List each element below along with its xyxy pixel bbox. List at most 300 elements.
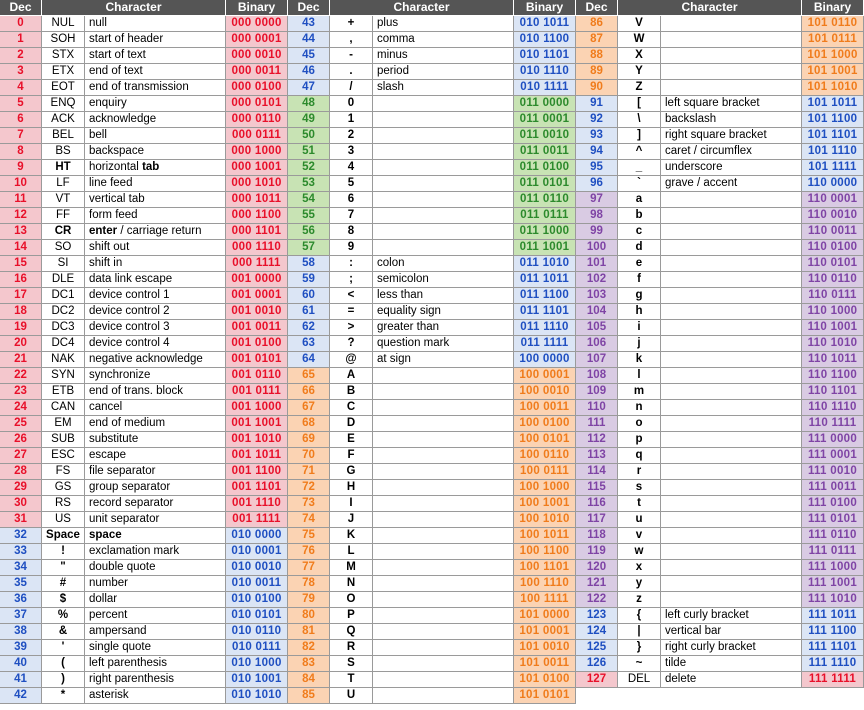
binary-cell: 110 0011 bbox=[802, 224, 864, 239]
binary-cell: 100 1001 bbox=[514, 496, 576, 511]
binary-cell: 111 1001 bbox=[802, 576, 864, 591]
dec-cell: 65 bbox=[288, 368, 330, 383]
description-cell: synchronize bbox=[85, 368, 226, 383]
binary-cell: 111 0110 bbox=[802, 528, 864, 543]
table-row bbox=[0, 528, 288, 544]
symbol-cell: EOT bbox=[42, 80, 85, 95]
binary-cell: 000 1101 bbox=[226, 224, 288, 239]
symbol-cell: SYN bbox=[42, 368, 85, 383]
binary-cell: 111 1011 bbox=[802, 608, 864, 623]
table-row bbox=[0, 16, 288, 32]
description-cell: end of medium bbox=[85, 416, 226, 431]
symbol-cell: J bbox=[330, 512, 373, 527]
symbol-cell: EM bbox=[42, 416, 85, 431]
symbol-cell: 2 bbox=[330, 128, 373, 143]
table-row bbox=[288, 624, 576, 640]
binary-cell: 000 0100 bbox=[226, 80, 288, 95]
dec-cell: 34 bbox=[0, 560, 42, 575]
symbol-cell: = bbox=[330, 304, 373, 319]
dec-cell: 84 bbox=[288, 672, 330, 687]
binary-cell: 101 0100 bbox=[514, 672, 576, 687]
dec-cell: 2 bbox=[0, 48, 42, 63]
binary-cell: 000 0010 bbox=[226, 48, 288, 63]
symbol-cell: ETB bbox=[42, 384, 85, 399]
dec-cell: 93 bbox=[576, 128, 618, 143]
symbol-cell: u bbox=[618, 512, 661, 527]
description-cell bbox=[661, 192, 802, 207]
table-row bbox=[0, 256, 288, 272]
symbol-cell: BS bbox=[42, 144, 85, 159]
description-cell: enquiry bbox=[85, 96, 226, 111]
description-cell bbox=[373, 688, 514, 703]
description-cell: end of text bbox=[85, 64, 226, 79]
table-row bbox=[288, 224, 576, 240]
symbol-cell: F bbox=[330, 448, 373, 463]
binary-cell: 101 0110 bbox=[802, 16, 864, 31]
description-cell: plus bbox=[373, 16, 514, 31]
dec-cell: 57 bbox=[288, 240, 330, 255]
symbol-cell: l bbox=[618, 368, 661, 383]
symbol-cell: j bbox=[618, 336, 661, 351]
dec-cell: 86 bbox=[576, 16, 618, 31]
description-cell: unit separator bbox=[85, 512, 226, 527]
description-cell bbox=[373, 480, 514, 495]
binary-cell: 101 0001 bbox=[514, 624, 576, 639]
table-row bbox=[288, 608, 576, 624]
symbol-cell: r bbox=[618, 464, 661, 479]
binary-cell: 010 1010 bbox=[226, 688, 288, 703]
description-cell: data link escape bbox=[85, 272, 226, 287]
symbol-cell: SOH bbox=[42, 32, 85, 47]
table-row bbox=[0, 112, 288, 128]
table-row bbox=[0, 384, 288, 400]
binary-cell: 011 1111 bbox=[514, 336, 576, 351]
table-row bbox=[576, 160, 864, 176]
binary-cell: 110 1110 bbox=[802, 400, 864, 415]
symbol-cell: ! bbox=[42, 544, 85, 559]
binary-cell: 001 0001 bbox=[226, 288, 288, 303]
dec-cell: 85 bbox=[288, 688, 330, 703]
table-row bbox=[288, 576, 576, 592]
description-cell bbox=[661, 592, 802, 607]
symbol-cell: ; bbox=[330, 272, 373, 287]
symbol-cell: 3 bbox=[330, 144, 373, 159]
binary-cell: 011 0010 bbox=[514, 128, 576, 143]
binary-cell: 101 0111 bbox=[802, 32, 864, 47]
description-cell bbox=[373, 656, 514, 671]
table-row bbox=[288, 592, 576, 608]
dec-cell: 90 bbox=[576, 80, 618, 95]
table-row bbox=[0, 688, 288, 704]
table-row bbox=[0, 432, 288, 448]
dec-cell: 13 bbox=[0, 224, 42, 239]
binary-cell: 000 1001 bbox=[226, 160, 288, 175]
symbol-cell: f bbox=[618, 272, 661, 287]
table-row bbox=[288, 192, 576, 208]
dec-cell: 110 bbox=[576, 400, 618, 415]
table-row bbox=[576, 560, 864, 576]
binary-cell: 111 1101 bbox=[802, 640, 864, 655]
dec-cell: 81 bbox=[288, 624, 330, 639]
symbol-cell: S bbox=[330, 656, 373, 671]
description-cell: colon bbox=[373, 256, 514, 271]
table-row bbox=[288, 320, 576, 336]
table-row bbox=[576, 592, 864, 608]
dec-cell: 28 bbox=[0, 464, 42, 479]
table-row bbox=[576, 256, 864, 272]
symbol-cell: SO bbox=[42, 240, 85, 255]
table-row bbox=[576, 240, 864, 256]
dec-cell: 67 bbox=[288, 400, 330, 415]
dec-cell: 82 bbox=[288, 640, 330, 655]
dec-cell: 80 bbox=[288, 608, 330, 623]
symbol-cell: ^ bbox=[618, 144, 661, 159]
symbol-cell: 5 bbox=[330, 176, 373, 191]
description-cell bbox=[661, 368, 802, 383]
binary-cell: 001 1000 bbox=[226, 400, 288, 415]
table-row bbox=[0, 224, 288, 240]
description-cell: caret / circumflex bbox=[661, 144, 802, 159]
dec-cell: 106 bbox=[576, 336, 618, 351]
symbol-cell: c bbox=[618, 224, 661, 239]
table-row bbox=[288, 496, 576, 512]
description-cell: negative acknowledge bbox=[85, 352, 226, 367]
binary-cell: 000 1011 bbox=[226, 192, 288, 207]
dec-cell: 123 bbox=[576, 608, 618, 623]
dec-cell: 68 bbox=[288, 416, 330, 431]
binary-cell: 011 0101 bbox=[514, 176, 576, 191]
description-cell bbox=[661, 272, 802, 287]
symbol-cell: 7 bbox=[330, 208, 373, 223]
description-cell bbox=[373, 592, 514, 607]
table-row bbox=[0, 144, 288, 160]
table-row bbox=[0, 176, 288, 192]
dec-cell: 125 bbox=[576, 640, 618, 655]
binary-cell: 100 0000 bbox=[514, 352, 576, 367]
binary-cell: 010 0111 bbox=[226, 640, 288, 655]
dec-cell: 92 bbox=[576, 112, 618, 127]
table-row bbox=[288, 544, 576, 560]
description-cell bbox=[373, 496, 514, 511]
table-row bbox=[288, 352, 576, 368]
symbol-cell: ~ bbox=[618, 656, 661, 671]
dec-cell: 52 bbox=[288, 160, 330, 175]
binary-cell: 101 0101 bbox=[514, 688, 576, 703]
binary-cell: 010 0101 bbox=[226, 608, 288, 623]
header-binary: Binary bbox=[802, 0, 864, 15]
table-row bbox=[576, 432, 864, 448]
dec-cell: 112 bbox=[576, 432, 618, 447]
dec-cell: 37 bbox=[0, 608, 42, 623]
symbol-cell: FS bbox=[42, 464, 85, 479]
dec-cell: 89 bbox=[576, 64, 618, 79]
dec-cell: 122 bbox=[576, 592, 618, 607]
symbol-cell: DC4 bbox=[42, 336, 85, 351]
symbol-cell: e bbox=[618, 256, 661, 271]
dec-cell: 76 bbox=[288, 544, 330, 559]
binary-cell: 101 1001 bbox=[802, 64, 864, 79]
description-cell bbox=[373, 400, 514, 415]
description-cell: device control 4 bbox=[85, 336, 226, 351]
description-cell: question mark bbox=[373, 336, 514, 351]
header-binary: Binary bbox=[226, 0, 288, 15]
table-row bbox=[0, 496, 288, 512]
binary-cell: 100 0110 bbox=[514, 448, 576, 463]
symbol-cell: W bbox=[618, 32, 661, 47]
binary-cell: 011 1101 bbox=[514, 304, 576, 319]
symbol-cell: 1 bbox=[330, 112, 373, 127]
description-cell bbox=[373, 608, 514, 623]
dec-cell: 27 bbox=[0, 448, 42, 463]
binary-cell: 101 1111 bbox=[802, 160, 864, 175]
binary-cell: 110 0111 bbox=[802, 288, 864, 303]
symbol-cell: DEL bbox=[618, 672, 661, 687]
binary-cell: 111 1111 bbox=[802, 672, 864, 687]
dec-cell: 102 bbox=[576, 272, 618, 287]
symbol-cell: C bbox=[330, 400, 373, 415]
binary-cell: 011 0111 bbox=[514, 208, 576, 223]
description-cell: substitute bbox=[85, 432, 226, 447]
table-row bbox=[0, 32, 288, 48]
description-cell: delete bbox=[661, 672, 802, 687]
table-row bbox=[576, 400, 864, 416]
binary-cell: 000 1010 bbox=[226, 176, 288, 191]
dec-cell: 14 bbox=[0, 240, 42, 255]
table-row bbox=[0, 64, 288, 80]
dec-cell: 6 bbox=[0, 112, 42, 127]
table-row bbox=[0, 352, 288, 368]
dec-cell: 49 bbox=[288, 112, 330, 127]
table-row bbox=[576, 528, 864, 544]
dec-cell: 25 bbox=[0, 416, 42, 431]
table-row bbox=[0, 240, 288, 256]
binary-cell: 010 0100 bbox=[226, 592, 288, 607]
description-cell bbox=[661, 400, 802, 415]
description-cell bbox=[661, 448, 802, 463]
symbol-cell: s bbox=[618, 480, 661, 495]
binary-cell: 111 0100 bbox=[802, 496, 864, 511]
binary-cell: 111 0111 bbox=[802, 544, 864, 559]
table-row bbox=[288, 144, 576, 160]
table-row bbox=[288, 256, 576, 272]
binary-cell: 100 1100 bbox=[514, 544, 576, 559]
binary-cell: 001 1011 bbox=[226, 448, 288, 463]
binary-cell: 011 0011 bbox=[514, 144, 576, 159]
table-row bbox=[288, 384, 576, 400]
description-cell bbox=[661, 560, 802, 575]
binary-cell: 110 0010 bbox=[802, 208, 864, 223]
dec-cell: 46 bbox=[288, 64, 330, 79]
symbol-cell: ETX bbox=[42, 64, 85, 79]
binary-cell: 011 1001 bbox=[514, 240, 576, 255]
binary-cell: 100 1110 bbox=[514, 576, 576, 591]
table-row bbox=[288, 448, 576, 464]
header-character: Character bbox=[618, 0, 802, 15]
symbol-cell: L bbox=[330, 544, 373, 559]
table-row bbox=[576, 608, 864, 624]
symbol-cell: DLE bbox=[42, 272, 85, 287]
dec-cell: 32 bbox=[0, 528, 42, 543]
binary-cell: 011 1010 bbox=[514, 256, 576, 271]
dec-cell: 98 bbox=[576, 208, 618, 223]
binary-cell: 011 0001 bbox=[514, 112, 576, 127]
description-cell bbox=[661, 32, 802, 47]
dec-cell: 79 bbox=[288, 592, 330, 607]
description-cell: grave / accent bbox=[661, 176, 802, 191]
description-cell bbox=[661, 224, 802, 239]
description-cell bbox=[373, 416, 514, 431]
description-cell: asterisk bbox=[85, 688, 226, 703]
table-row bbox=[288, 672, 576, 688]
binary-cell: 001 0111 bbox=[226, 384, 288, 399]
table-row bbox=[288, 512, 576, 528]
table-row bbox=[288, 480, 576, 496]
description-cell bbox=[373, 672, 514, 687]
symbol-cell: I bbox=[330, 496, 373, 511]
dec-cell: 1 bbox=[0, 32, 42, 47]
table-row bbox=[288, 64, 576, 80]
symbol-cell: | bbox=[618, 624, 661, 639]
binary-cell: 111 0010 bbox=[802, 464, 864, 479]
symbol-cell: O bbox=[330, 592, 373, 607]
table-row bbox=[0, 608, 288, 624]
symbol-cell: T bbox=[330, 672, 373, 687]
binary-cell: 000 0101 bbox=[226, 96, 288, 111]
symbol-cell: * bbox=[42, 688, 85, 703]
symbol-cell: G bbox=[330, 464, 373, 479]
dec-cell: 16 bbox=[0, 272, 42, 287]
description-cell: less than bbox=[373, 288, 514, 303]
table-row bbox=[288, 656, 576, 672]
binary-cell: 100 0100 bbox=[514, 416, 576, 431]
dec-cell: 100 bbox=[576, 240, 618, 255]
symbol-cell: RS bbox=[42, 496, 85, 511]
binary-cell: 110 1100 bbox=[802, 368, 864, 383]
binary-cell: 101 0010 bbox=[514, 640, 576, 655]
description-cell bbox=[373, 432, 514, 447]
dec-cell: 94 bbox=[576, 144, 618, 159]
table-row bbox=[288, 368, 576, 384]
dec-cell: 42 bbox=[0, 688, 42, 703]
table-row bbox=[0, 48, 288, 64]
dec-cell: 8 bbox=[0, 144, 42, 159]
table-row bbox=[576, 672, 864, 688]
binary-cell: 001 0110 bbox=[226, 368, 288, 383]
description-cell bbox=[661, 288, 802, 303]
symbol-cell: DC1 bbox=[42, 288, 85, 303]
binary-cell: 011 1000 bbox=[514, 224, 576, 239]
dec-cell: 101 bbox=[576, 256, 618, 271]
binary-cell: 011 0110 bbox=[514, 192, 576, 207]
description-cell: shift in bbox=[85, 256, 226, 271]
binary-cell: 001 0011 bbox=[226, 320, 288, 335]
symbol-cell: p bbox=[618, 432, 661, 447]
description-cell: comma bbox=[373, 32, 514, 47]
dec-cell: 15 bbox=[0, 256, 42, 271]
table-row bbox=[288, 160, 576, 176]
description-bold: tab bbox=[142, 161, 160, 173]
description-cell bbox=[373, 368, 514, 383]
table-row bbox=[576, 192, 864, 208]
symbol-cell: CR bbox=[42, 224, 85, 239]
symbol-cell: x bbox=[618, 560, 661, 575]
table-row bbox=[576, 144, 864, 160]
dec-cell: 55 bbox=[288, 208, 330, 223]
table-row bbox=[576, 208, 864, 224]
binary-cell: 111 0000 bbox=[802, 432, 864, 447]
block-2 bbox=[288, 0, 576, 710]
table-row bbox=[0, 160, 288, 176]
description-cell bbox=[661, 432, 802, 447]
dec-cell: 60 bbox=[288, 288, 330, 303]
binary-cell: 010 0001 bbox=[226, 544, 288, 559]
description-cell bbox=[373, 512, 514, 527]
table-row bbox=[0, 368, 288, 384]
symbol-cell: H bbox=[330, 480, 373, 495]
table-row bbox=[576, 112, 864, 128]
binary-cell: 000 0000 bbox=[226, 16, 288, 31]
dec-cell: 91 bbox=[576, 96, 618, 111]
table-row bbox=[288, 560, 576, 576]
table-row bbox=[288, 400, 576, 416]
symbol-cell: ? bbox=[330, 336, 373, 351]
symbol-cell: D bbox=[330, 416, 373, 431]
symbol-cell: , bbox=[330, 32, 373, 47]
table-row bbox=[0, 464, 288, 480]
table-row bbox=[288, 240, 576, 256]
description-cell bbox=[373, 96, 514, 111]
symbol-cell: n bbox=[618, 400, 661, 415]
description-cell: device control 3 bbox=[85, 320, 226, 335]
description-cell: group separator bbox=[85, 480, 226, 495]
dec-cell: 72 bbox=[288, 480, 330, 495]
symbol-cell: K bbox=[330, 528, 373, 543]
dec-cell: 127 bbox=[576, 672, 618, 687]
description-cell bbox=[373, 576, 514, 591]
binary-cell: 010 1100 bbox=[514, 32, 576, 47]
table-row bbox=[0, 448, 288, 464]
symbol-cell: d bbox=[618, 240, 661, 255]
binary-cell: 111 1010 bbox=[802, 592, 864, 607]
symbol-cell: q bbox=[618, 448, 661, 463]
description-cell: ampersand bbox=[85, 624, 226, 639]
description-cell bbox=[373, 560, 514, 575]
dec-cell: 35 bbox=[0, 576, 42, 591]
description-cell: backspace bbox=[85, 144, 226, 159]
dec-cell: 108 bbox=[576, 368, 618, 383]
symbol-cell: N bbox=[330, 576, 373, 591]
description-cell: left parenthesis bbox=[85, 656, 226, 671]
description-cell bbox=[373, 384, 514, 399]
description-cell: start of text bbox=[85, 48, 226, 63]
dec-cell: 115 bbox=[576, 480, 618, 495]
dec-cell: 5 bbox=[0, 96, 42, 111]
dec-cell: 121 bbox=[576, 576, 618, 591]
dec-cell: 75 bbox=[288, 528, 330, 543]
dec-cell: 59 bbox=[288, 272, 330, 287]
symbol-cell: t bbox=[618, 496, 661, 511]
table-row bbox=[0, 592, 288, 608]
table-row bbox=[576, 304, 864, 320]
description-cell bbox=[373, 224, 514, 239]
symbol-cell: NUL bbox=[42, 16, 85, 31]
dec-cell: 45 bbox=[288, 48, 330, 63]
description-cell: file separator bbox=[85, 464, 226, 479]
dec-cell: 70 bbox=[288, 448, 330, 463]
symbol-cell: _ bbox=[618, 160, 661, 175]
dec-cell: 41 bbox=[0, 672, 42, 687]
table-row bbox=[576, 496, 864, 512]
